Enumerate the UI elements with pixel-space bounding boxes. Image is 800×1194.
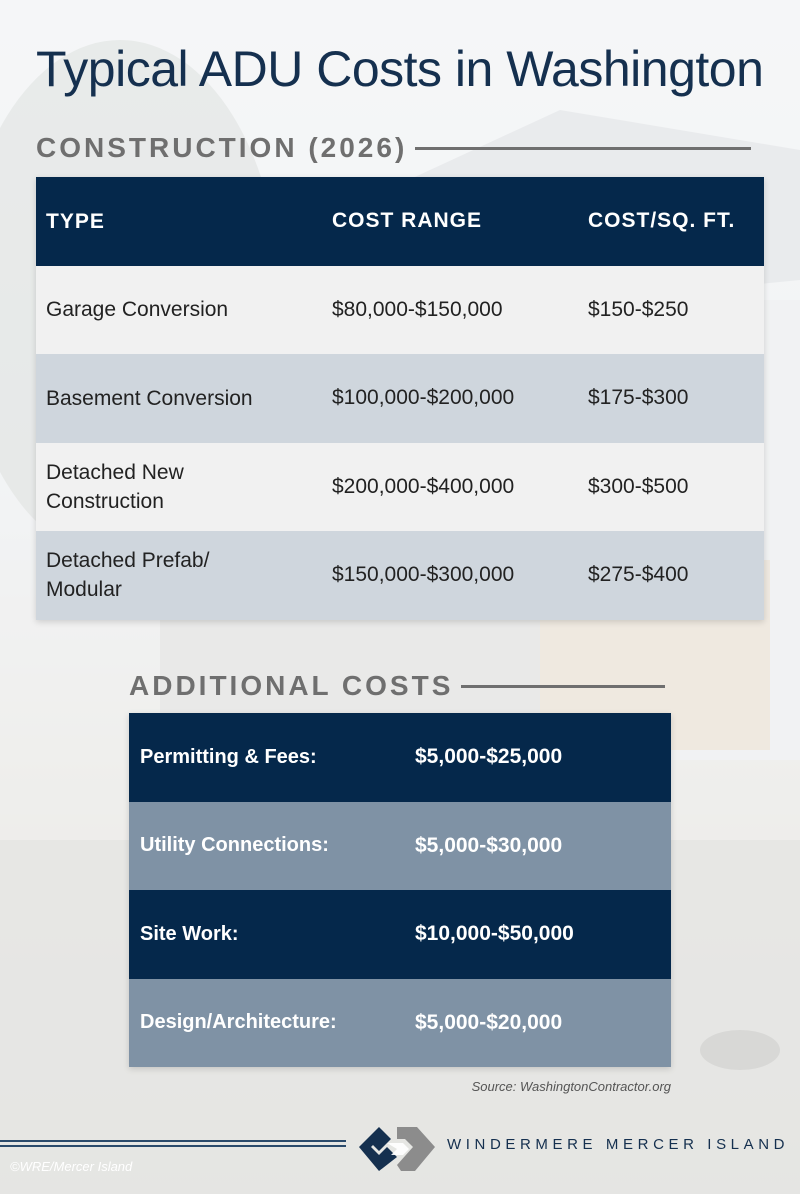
footer-divider — [0, 1140, 346, 1150]
table-header-row — [36, 177, 764, 266]
additional-heading — [129, 670, 671, 702]
cost-value: $5,000-$30,000 — [415, 833, 563, 857]
cost-value: $10,000-$50,000 — [415, 922, 574, 946]
row-cost-range: $200,000-$400,000 — [332, 474, 515, 498]
row-type — [36, 546, 322, 604]
row-cost-sqft: $150-$250 — [588, 297, 689, 321]
row-type — [36, 458, 322, 516]
additional-heading-text: ADDITIONAL COSTS — [129, 670, 454, 701]
row-cost-range: $100,000-$200,000 — [332, 386, 515, 410]
cost-label: Design/Architecture: — [140, 1011, 337, 1034]
header-type: TYPE — [46, 209, 105, 233]
row-type-line2: Modular — [46, 578, 122, 602]
construction-table — [36, 177, 764, 620]
cost-label: Permitting & Fees: — [140, 745, 317, 768]
row-cost-range: $80,000-$150,000 — [332, 297, 503, 321]
additional-costs-table — [129, 713, 671, 1067]
cost-label: Utility Connections: — [140, 834, 329, 857]
cost-row — [129, 802, 671, 891]
row-type: Garage Conversion — [46, 298, 229, 322]
table-row — [36, 443, 764, 532]
table-row — [36, 531, 764, 620]
row-cost-sqft: $275-$400 — [588, 563, 689, 587]
cost-value: $5,000-$20,000 — [415, 1010, 563, 1034]
header-cost-sqft: COST/SQ. FT. — [588, 209, 736, 233]
row-cost-sqft: $300-$500 — [588, 474, 689, 498]
row-type-line2: Construction — [46, 489, 164, 513]
cost-value: $5,000-$25,000 — [415, 745, 563, 769]
source-note: Source: WashingtonContractor.org — [471, 1079, 671, 1094]
construction-heading-rule — [415, 147, 751, 150]
header-cost-range: COST RANGE — [332, 209, 483, 233]
page-title: Typical ADU Costs in Washington — [36, 41, 764, 97]
cost-label: Site Work: — [140, 922, 239, 945]
cost-row — [129, 979, 671, 1068]
table-row — [36, 354, 764, 443]
row-cost-sqft: $175-$300 — [588, 386, 689, 410]
windermere-logo-icon — [357, 1125, 437, 1178]
row-type: Basement Conversion — [46, 386, 253, 410]
cost-row — [129, 890, 671, 979]
row-type-line1: Detached New — [46, 460, 184, 484]
cost-row — [129, 713, 671, 802]
construction-heading-text: CONSTRUCTION (2026) — [36, 132, 408, 163]
copyright-note: ©WRE/Mercer Island — [10, 1159, 133, 1174]
brand-name: WINDERMERE MERCER ISLAND — [447, 1136, 790, 1153]
row-cost-range: $150,000-$300,000 — [332, 563, 515, 587]
row-type-line1: Detached Prefab/ — [46, 549, 210, 573]
construction-heading — [36, 132, 764, 164]
table-row — [36, 266, 764, 355]
additional-heading-rule — [461, 685, 665, 688]
